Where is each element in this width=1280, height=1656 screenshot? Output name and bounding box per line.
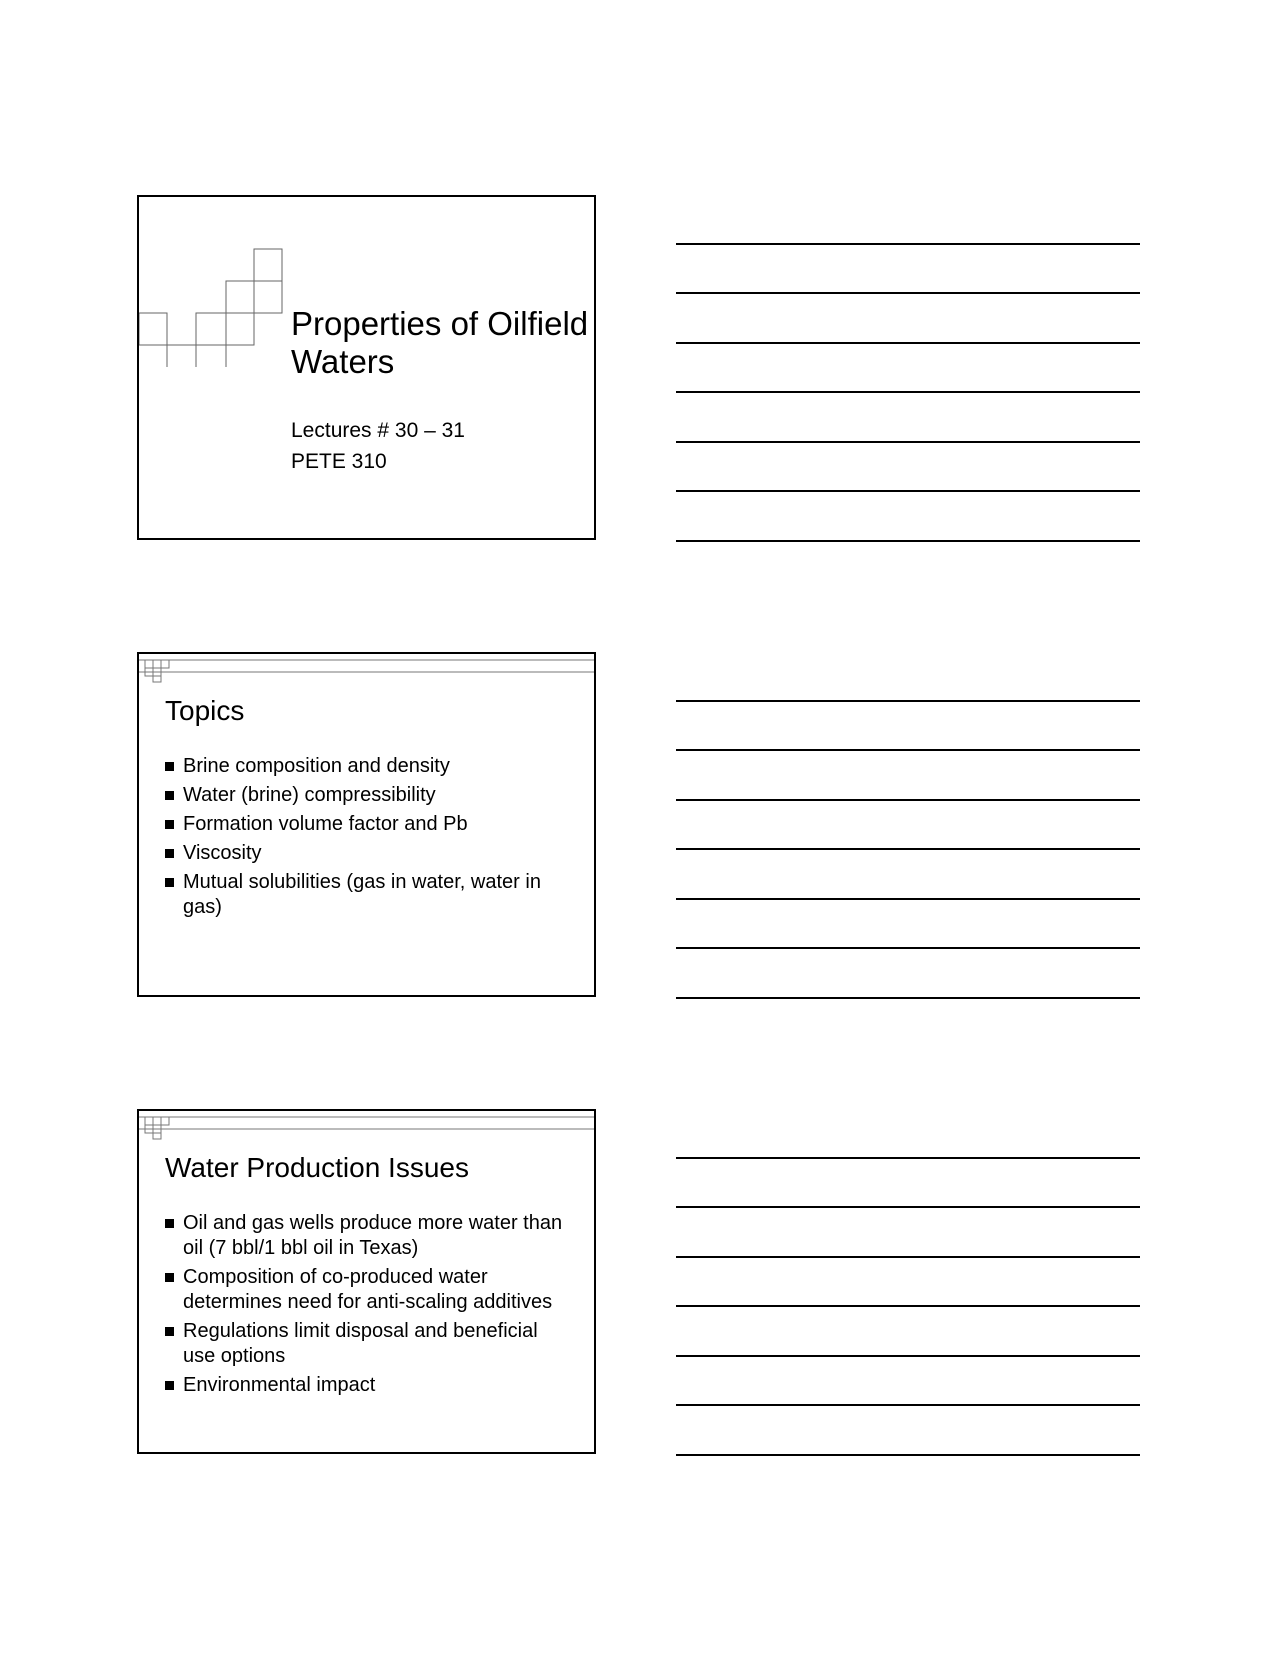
note-line [676, 749, 1140, 751]
bullet-square-icon [165, 878, 174, 887]
list-item: Regulations limit disposal and beneficial use options [165, 1319, 575, 1369]
slide-3-water-production-issues [137, 1109, 596, 1454]
note-line [676, 540, 1140, 542]
list-item: Environmental impact [165, 1373, 575, 1398]
slide-title: Properties of Oilfield Waters [291, 305, 589, 380]
note-line [676, 441, 1140, 443]
note-line [676, 1256, 1140, 1258]
bullet-square-icon [165, 791, 174, 800]
list-item: Mutual solubilities (gas in water, water in gas) [165, 870, 575, 920]
note-line [676, 1404, 1140, 1406]
list-item: Brine composition and density [165, 754, 575, 779]
note-line [676, 292, 1140, 294]
grid-squares-decoration [139, 197, 289, 367]
note-line [676, 342, 1140, 344]
list-item: Water (brine) compressibility [165, 783, 575, 808]
bullet-list [165, 1211, 575, 1402]
slide-2-topics [137, 652, 596, 997]
note-line [676, 997, 1140, 999]
note-line [676, 490, 1140, 492]
list-item: Formation volume factor and Pb [165, 812, 575, 837]
note-line [676, 1206, 1140, 1208]
list-item: Viscosity [165, 841, 575, 866]
bullet-square-icon [165, 1327, 174, 1336]
slide-title: Water Production Issues [165, 1152, 469, 1183]
note-line [676, 898, 1140, 900]
note-line [676, 1157, 1140, 1159]
bullet-square-icon [165, 820, 174, 829]
slide-title: Topics [165, 695, 245, 726]
note-line [676, 1305, 1140, 1307]
slide-1-title [137, 195, 596, 540]
header-band-decoration [139, 1111, 596, 1141]
note-line [676, 1355, 1140, 1357]
subtitle-line: PETE 310 [291, 450, 387, 473]
note-line [676, 700, 1140, 702]
list-item: Oil and gas wells produce more water than oil (7 bbl/1 bbl oil in Texas) [165, 1211, 575, 1261]
note-line [676, 947, 1140, 949]
subtitle-line: Lectures # 30 – 31 [291, 419, 465, 442]
bullet-square-icon [165, 1273, 174, 1282]
bullet-square-icon [165, 849, 174, 858]
note-line [676, 1454, 1140, 1456]
note-line [676, 799, 1140, 801]
slide-subtitle [291, 415, 465, 477]
list-item: Composition of co-produced water determines need for anti-scaling additives [165, 1265, 575, 1315]
bullet-square-icon [165, 762, 174, 771]
header-band-decoration [139, 654, 596, 684]
note-line [676, 243, 1140, 245]
bullet-square-icon [165, 1381, 174, 1390]
note-line [676, 848, 1140, 850]
note-line [676, 391, 1140, 393]
bullet-square-icon [165, 1219, 174, 1228]
bullet-list [165, 754, 575, 924]
